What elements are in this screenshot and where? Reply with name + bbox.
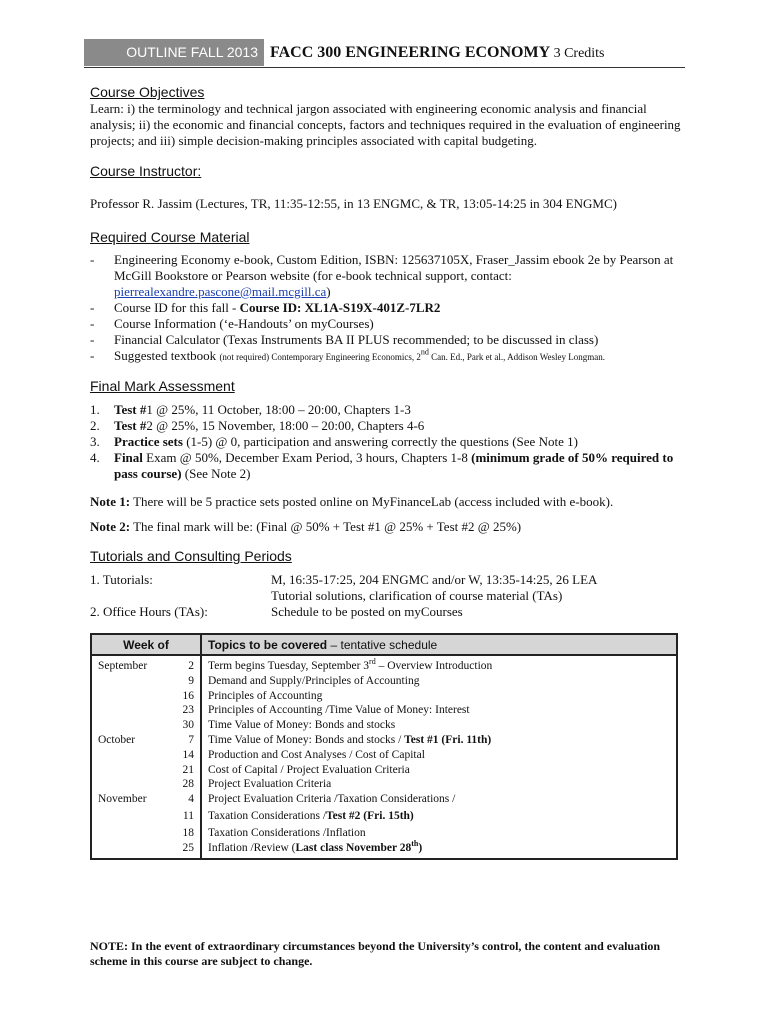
office-hours-row: 2. Office Hours (TAs): Schedule to be posted on myCourses [90,604,463,619]
table-row: 21 Cost of Capital / Project Evaluation Criteria [91,763,677,778]
objectives-text: Learn: i) the terminology and technical jargon associated with engineering economic analysis and financial analysis; ii) the economic and financial concepts, factors and techniques required in the evaluation of engineering projects; and iii) simple decision-making principles associated with capital budgeting. [90,101,681,148]
instructor-text: Professor R. Jassim (Lectures, TR, 11:35-12:55, in 13 ENGMC, & TR, 13:05-14:25 in 304 ENGMC) [90,196,617,211]
course-title [270,39,605,67]
assessment-item: 1. Test #1 @ 25%, 11 October, 18:00 – 20:00, Chapters 1-3 [90,402,411,417]
table-row: 16 Principles of Accounting [91,689,677,704]
material-item-calculator: - Financial Calculator (Texas Instruments BA II PLUS recommended; to be discussed in class) [90,332,599,347]
table-row: 23 Principles of Accounting /Time Value of Money: Interest [91,703,677,718]
table-row: November 4 Project Evaluation Criteria /Taxation Considerations / [91,792,677,807]
disclaimer-note: NOTE: In the event of extraordinary circumstances beyond the University’s control, the content and evaluation scheme in this course are subject to change. [90,939,661,968]
objectives-heading: Course Objectives [90,84,205,100]
table-row: 30 Time Value of Money: Bonds and stocks [91,718,677,733]
material-item-ebook: - Engineering Economy e-book, Custom Edition, ISBN: 125637105X, Fraser_Jassim ebook 2e by Pearson at McGill Bookstore or Pearson website (for e-book technical support, contact: pierrealexandre.pascone@mail.mcgill.ca) [90,252,674,299]
table-row: 18 Taxation Considerations /Inflation [91,824,677,841]
material-list [90,252,680,365]
assessment-item: 3. Practice sets (1-5) @ 0, participation and answering correctly the questions (See Note 1) [90,434,578,449]
col-topics-header: Topics to be covered – tentative schedule [201,634,677,655]
table-row: 14 Production and Cost Analyses / Cost of Capital [91,748,677,763]
assessment-list [90,402,680,482]
material-item-textbook: - Suggested textbook (not required) Contemporary Engineering Economics, 2nd Can. Ed., Park et al., Addison Wesley Longman. [90,347,605,363]
material-heading: Required Course Material [90,229,250,245]
outline-tag: OUTLINE FALL 2013 [84,39,264,66]
material-item-course-info: - Course Information (‘e-Handouts’ on myCourses) [90,316,374,331]
course-title-text: FACC 300 ENGINEERING ECONOMY [270,44,550,61]
table-row: September 2 Term begins Tuesday, September 3rd – Overview Introduction [91,655,677,674]
assessment-heading: Final Mark Assessment [90,378,235,394]
note-2: Note 2: The final mark will be: (Final @ 50% + Test #1 @ 25% + Test #2 @ 25%) [90,519,522,534]
table-row: October 7 Time Value of Money: Bonds and stocks / Test #1 (Fri. 11th) [91,733,677,748]
table-row: 25 Inflation /Review (Last class November 28th) [91,841,677,860]
support-email-link[interactable]: pierrealexandre.pascone@mail.mcgill.ca [114,284,327,299]
course-credits: 3 Credits [553,46,605,61]
col-week-header: Week of [91,634,201,655]
material-item-course-id: - Course ID for this fall - Course ID: XL1A-S19X-401Z-7LR2 [90,300,441,315]
table-row: 9 Demand and Supply/Principles of Accounting [91,674,677,689]
instructor-heading: Course Instructor: [90,163,202,179]
course-id-value: Course ID: XL1A-S19X-401Z-7LR2 [239,300,441,315]
schedule-table [90,633,678,860]
document-header [84,39,685,68]
table-row: 11 Taxation Considerations /Test #2 (Fri. 15th) [91,807,677,824]
assessment-item-final: 4. Final Exam @ 50%, December Exam Period, 3 hours, Chapters 1-8 (minimum grade of 50% required to pass course) (See Note 2) [90,450,674,481]
tutorials-row: 1. Tutorials: M, 16:35-17:25, 204 ENGMC and/or W, 13:35-14:25, 26 LEA [90,572,598,587]
assessment-item: 2. Test #2 @ 25%, 15 November, 18:00 – 20:00, Chapters 4-6 [90,418,425,433]
tutorials-heading: Tutorials and Consulting Periods [90,548,292,564]
table-row: 28 Project Evaluation Criteria [91,777,677,792]
note-1: Note 1: There will be 5 practice sets posted online on MyFinanceLab (access included with e-book). [90,494,614,509]
material-item-ebook-text: Engineering Economy e-book, Custom Edition, ISBN: 125637105X, Fraser_Jassim ebook 2e by Pearson at McGill Bookstore or Pearson website (for e-book technical support, contact: [114,252,674,283]
